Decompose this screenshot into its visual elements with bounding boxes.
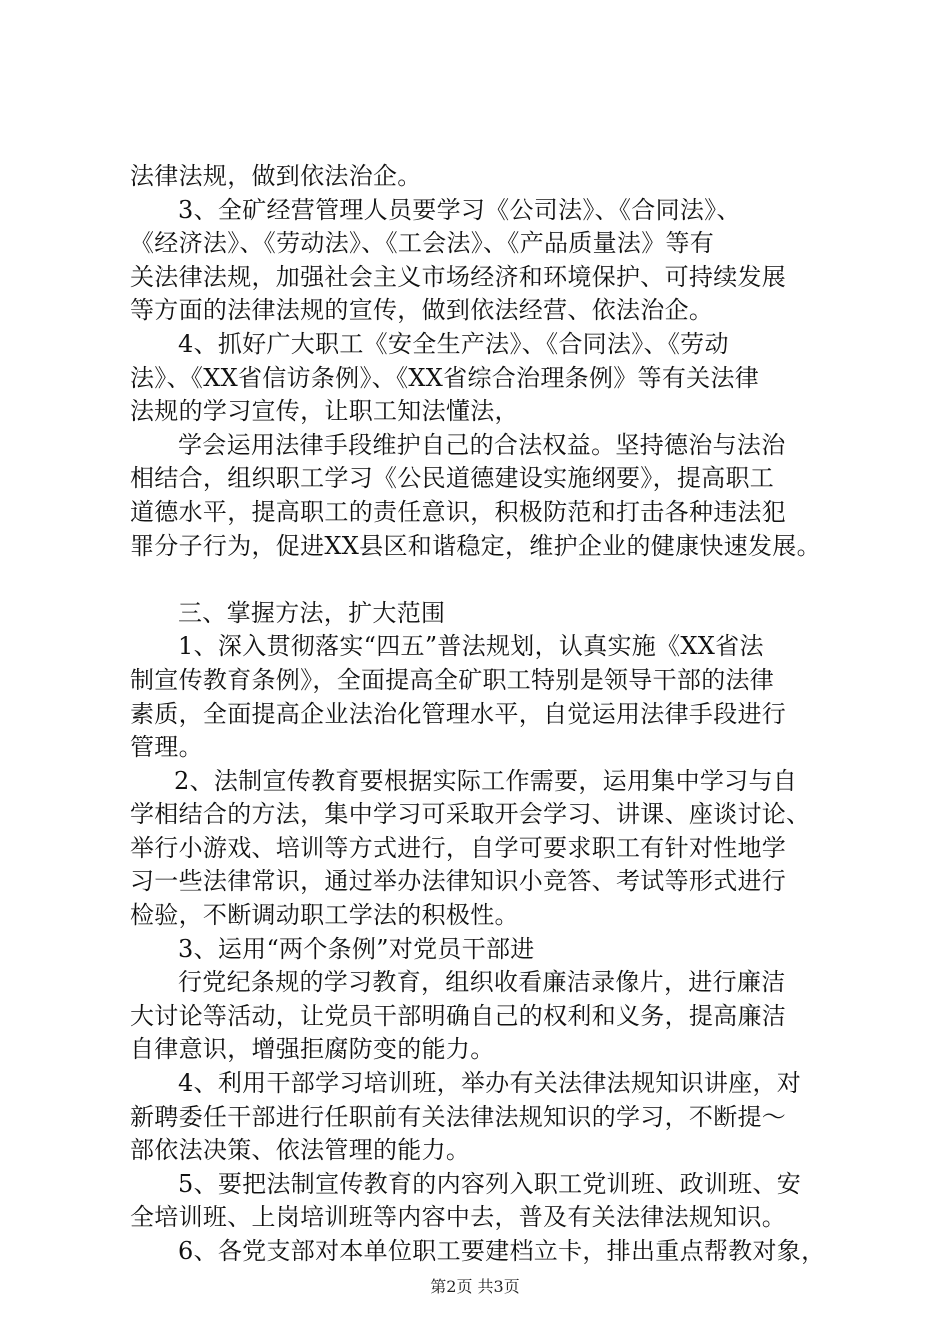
text-line: 6、各党支部对本单位职工要建档立卡，排出重点帮教对象， — [178, 1237, 826, 1265]
text-line: 自律意识，增强拒腐防变的能力。 — [130, 1035, 495, 1064]
document-body — [130, 160, 850, 1269]
text-line: 全培训班、上岗培训班等内容中去，普及有关法律法规知识。 — [130, 1203, 787, 1232]
text-line: 关法律法规，加强社会主义市场经济和环境保护、可持续发展 — [130, 262, 787, 291]
blank-line — [130, 563, 850, 597]
text-line: 2、法制宣传教育要根据实际工作需要，运用集中学习与自 — [174, 766, 798, 795]
text-line: 1、深入贯彻落实“四五”普法规划，认真实施《XX省法 — [178, 632, 764, 661]
text-line: 管理。 — [130, 733, 203, 762]
text-line: 法规的学习宣传，让职工知法懂法， — [130, 397, 519, 426]
text-line: 法律法规，做到依法治企。 — [130, 162, 422, 190]
text-line: 制宣传教育条例》，全面提高全矿职工特别是领导干部的法律 — [130, 665, 775, 694]
text-line: 举行小游戏、培训等方式进行，自学可要求职工有针对性地学 — [130, 833, 787, 862]
text-line: 相结合，组织职工学习《公民道德建设实施纲要》，提高职工 — [130, 464, 775, 493]
text-line: 新聘委任干部进行任职前有关法律法规知识的学习，不断提～ — [130, 1102, 787, 1131]
text-line: 习一些法律常识，通过举办法律知识小竞答、考试等形式进行 — [130, 867, 787, 896]
page-footer: 第2页 共3页 — [430, 1277, 520, 1296]
text-line: 部依法决策、依法管理的能力。 — [130, 1136, 471, 1165]
text-line: 行党纪条规的学习教育，组织收看廉洁录像片，进行廉洁 — [178, 968, 786, 997]
text-line: 等方面的法律法规的宣传，做到依法经营、依法治企。 — [130, 296, 714, 325]
text-line: 素质，全面提高企业法治化管理水平，自觉运用法律手段进行 — [130, 699, 787, 728]
text-line: 3、运用“两个条例”对党员干部进 — [178, 934, 535, 963]
text-line: 《经济法》、《劳动法》、《工会法》、《产品质量法》等有 — [130, 229, 715, 258]
text-line: 道德水平，提高职工的责任意识，积极防范和打击各种违法犯 — [130, 497, 787, 526]
text-line: 三、掌握方法，扩大范围 — [178, 598, 446, 627]
text-line: 学会运用法律手段维护自己的合法权益。坚持德治与法治 — [178, 430, 786, 459]
text-line: 5、要把法制宣传教育的内容列入职工党训班、政训班、安 — [178, 1169, 802, 1198]
text-line: 3、全矿经营管理人员要学习《公司法》、《合同法》、 — [178, 195, 741, 224]
text-line: 4、利用干部学习培训班，举办有关法律法规知识讲座，对 — [178, 1069, 802, 1098]
text-line: 大讨论等活动，让党员干部明确自己的权利和义务，提高廉洁 — [130, 1001, 787, 1030]
text-line: 罪分子行为，促进XX县区和谐稳定，维护企业的健康快速发展。 — [130, 531, 821, 560]
text-line: 4、抓好广大职工《安全生产法》、《合同法》、《劳动 — [178, 329, 729, 358]
text-line: 学相结合的方法，集中学习可采取开会学习、讲课、座谈讨论、 — [130, 800, 811, 829]
text-line: 检验，不断调动职工学法的积极性。 — [130, 901, 519, 930]
text-line: 法》、《XX省信访条例》、《XX省综合治理条例》等有关法律 — [130, 363, 760, 392]
